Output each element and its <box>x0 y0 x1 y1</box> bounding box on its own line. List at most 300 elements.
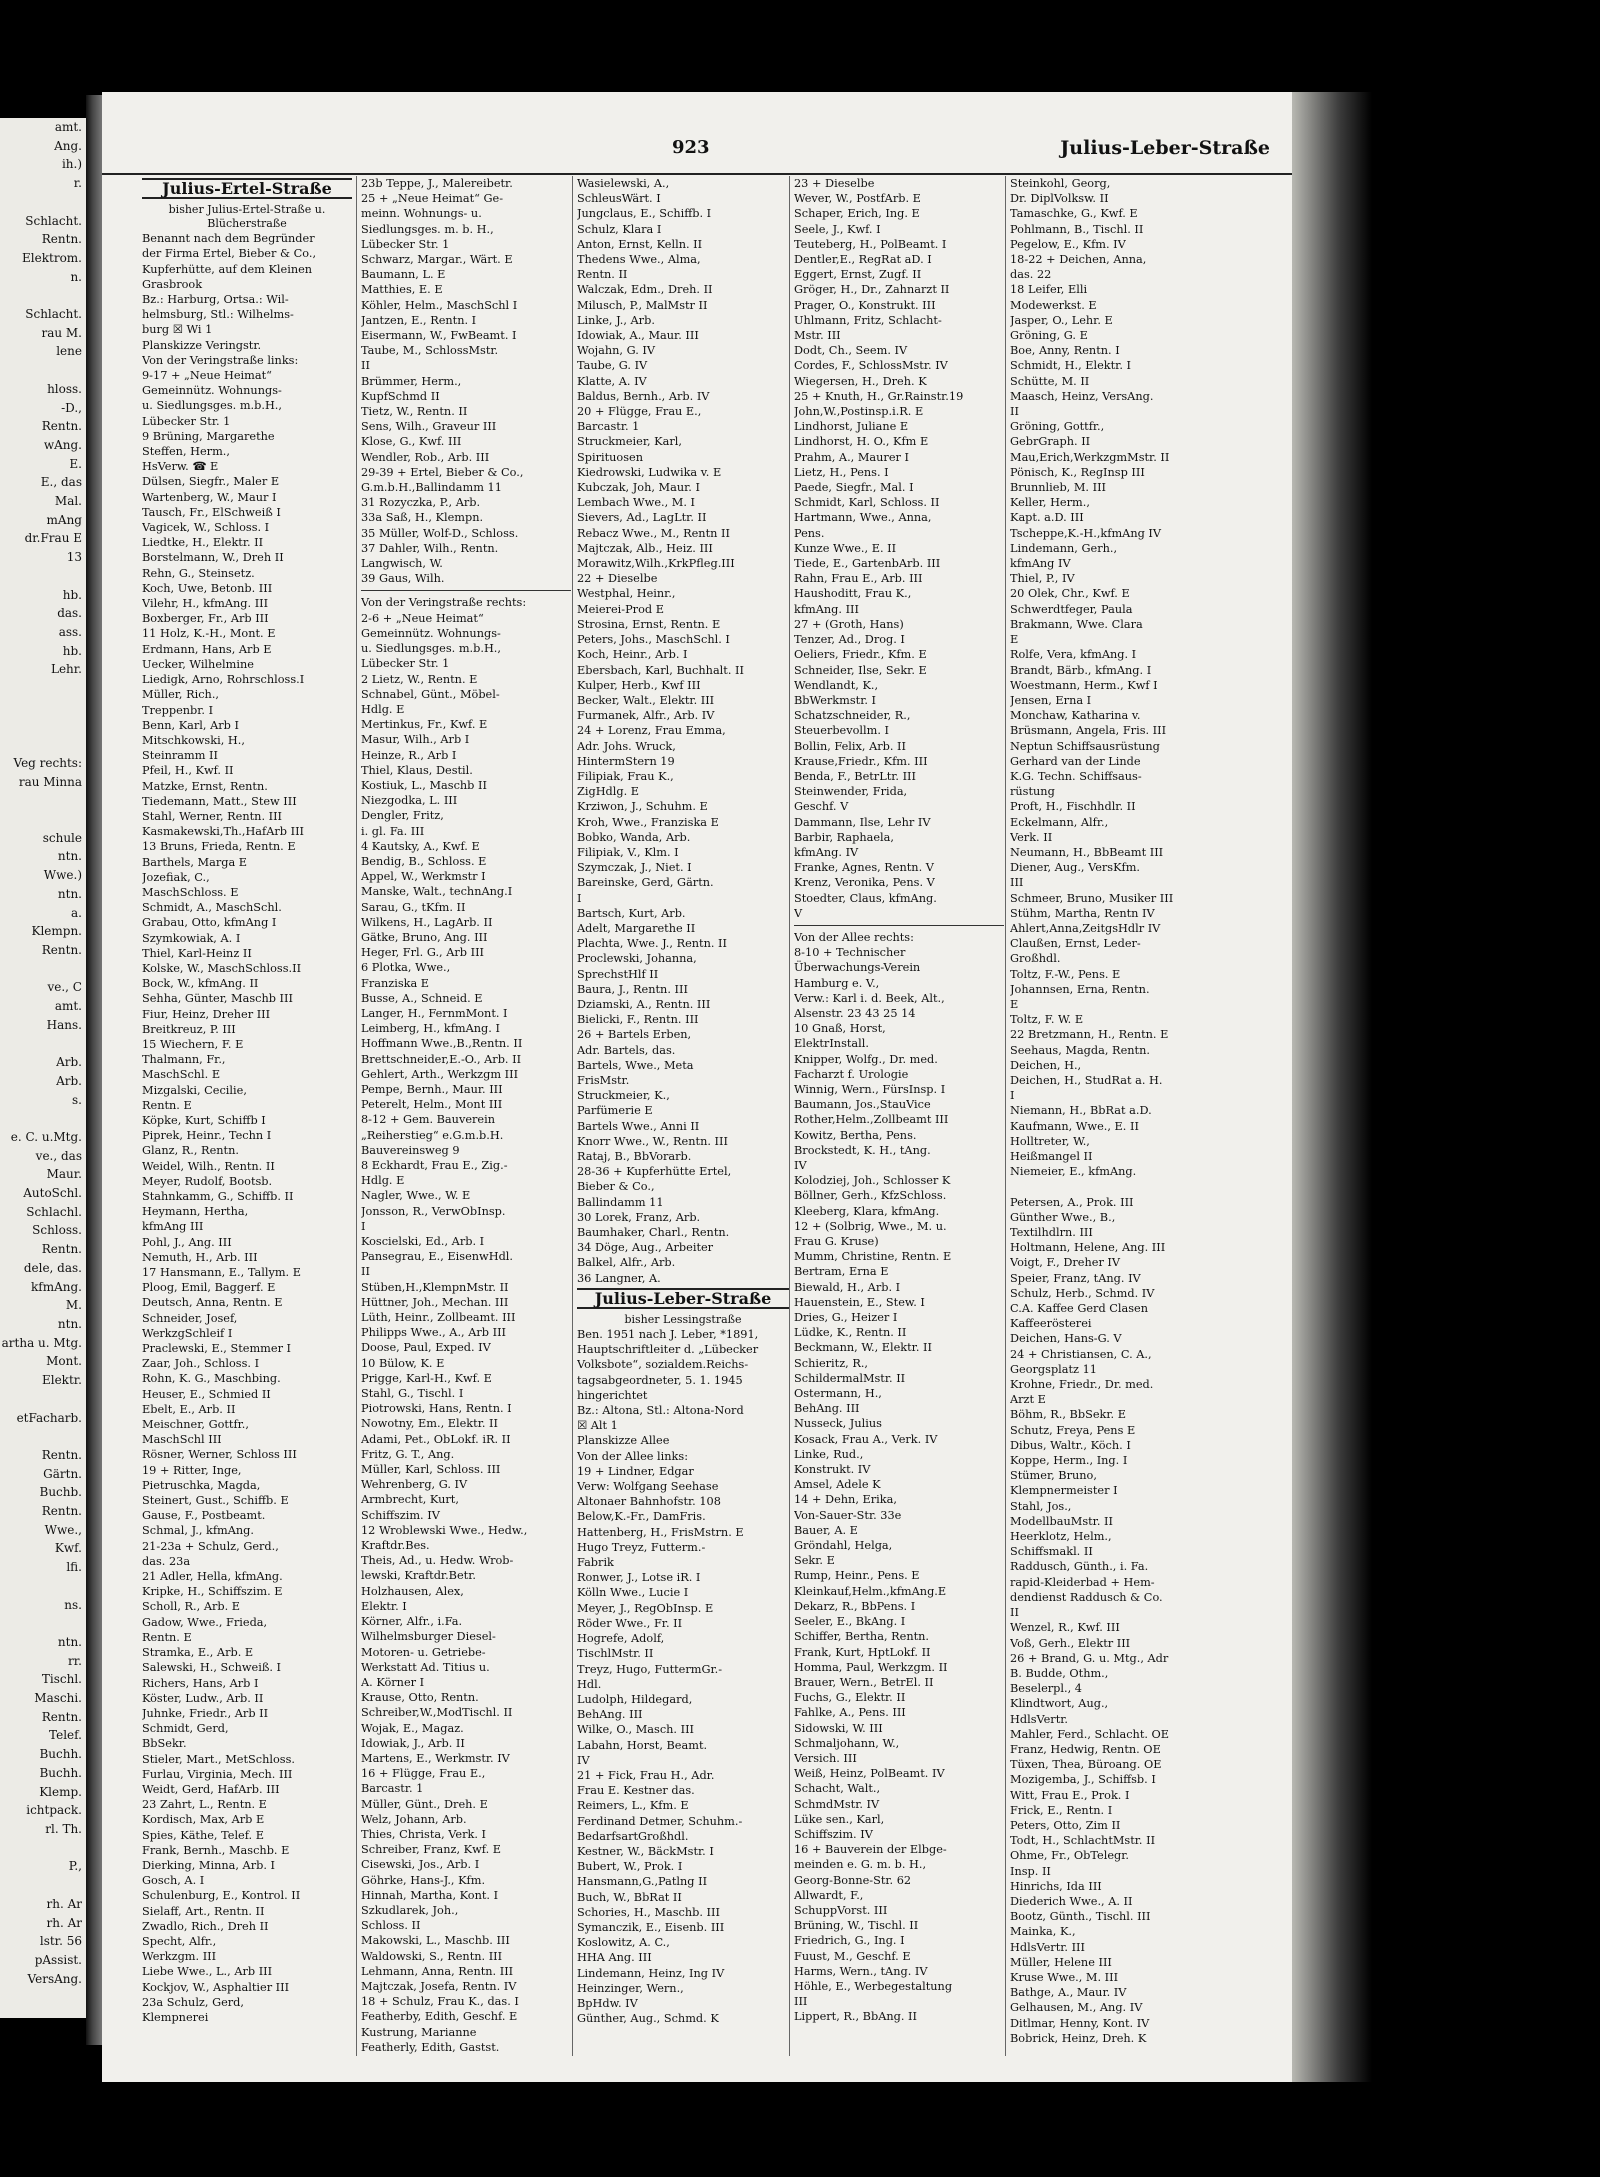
directory-entry: Koslowitz, A. C., <box>577 1936 670 1950</box>
directory-entry: Piotrowski, Hans, Rentn. I <box>361 1402 512 1416</box>
left-page-fragment <box>0 1614 86 1633</box>
directory-entry: Bartels, Wwe., Meta <box>577 1058 694 1072</box>
directory-entry: Nemuth, H., Arb. III <box>142 1250 258 1264</box>
left-page-fragment: amt. <box>54 999 82 1014</box>
directory-entry: K.G. Techn. Schiffsaus- <box>1010 769 1142 783</box>
directory-entry: Hdlg. E <box>361 1174 405 1188</box>
directory-entry: Fuust, M., Geschf. E <box>794 1949 911 1963</box>
directory-entry: Deutsch, Anna, Rentn. E <box>142 1296 283 1310</box>
directory-entry: Fiur, Heinz, Dreher III <box>142 1007 271 1021</box>
left-page-fragment <box>0 193 86 212</box>
directory-entry: Erdmann, Hans, Arb E <box>142 642 272 656</box>
directory-entry: Toltz, F. W. E <box>1010 1013 1084 1027</box>
left-page-fragment: Rentn. <box>41 1504 82 1519</box>
directory-entry: 33a Saß, H., Klempn. <box>361 511 484 525</box>
directory-entry: Konstrukt. IV <box>794 1463 871 1477</box>
directory-entry: Schneider, Ilse, Sekr. E <box>794 663 927 677</box>
directory-entry: 27 + (Groth, Hans) <box>794 617 904 631</box>
running-head: Julius-Leber-Straße <box>1060 137 1270 159</box>
directory-entry: Niemeier, E., kfmAng. <box>1010 1165 1137 1179</box>
directory-entry: Matzke, Ernst, Rentn. <box>142 779 268 793</box>
left-page-fragment: Buchh. <box>39 1747 82 1762</box>
directory-entry: Bootz, Günth., Tischl. III <box>1010 1910 1151 1924</box>
left-page-fragment: s. <box>72 1092 82 1107</box>
directory-entry: HsVerw. ☎ E <box>142 460 219 474</box>
directory-entry: Georg-Bonne-Str. 62 <box>794 1873 912 1887</box>
left-page-fragment: schule <box>42 830 82 845</box>
directory-entry: Bz.: Harburg, Ortsa.: Wil- <box>142 293 289 307</box>
left-page-fragment: M. <box>65 1298 82 1313</box>
directory-entry: Verw.: Karl i. d. Beek, Alt., <box>794 991 945 1005</box>
directory-entry: der Firma Ertel, Bieber & Co., <box>142 247 317 261</box>
directory-entry: Arzt E <box>1010 1393 1046 1407</box>
directory-entry: Rebacz Wwe., M., Rentn II <box>577 526 730 540</box>
directory-entry: Brüning, W., Tischl. II <box>794 1919 919 1933</box>
directory-entry: Stahl, G., Tischl. I <box>361 1387 464 1401</box>
directory-entry: Franz, Hedwig, Rentn. OE <box>1010 1742 1161 1756</box>
directory-entry: 12 Wroblewski Wwe., Hedw., <box>361 1523 528 1537</box>
directory-entry: Brauer, Wern., BetrEl. II <box>794 1675 934 1689</box>
directory-entry: Wilhelmsburger Diesel- <box>361 1630 496 1644</box>
directory-entry: Klose, G., Kwf. III <box>361 435 462 449</box>
directory-entry: Kapt. a.D. III <box>1010 511 1084 525</box>
directory-entry: Scholl, R., Arb. E <box>142 1600 241 1614</box>
directory-entry: Mstr. III <box>794 329 841 343</box>
directory-entry: Stramka, E., Arb. E <box>142 1646 254 1660</box>
directory-entry: Furmanek, Alfr., Arb. IV <box>577 709 715 723</box>
directory-entry: 37 Dahler, Wilh., Rentn. <box>361 541 499 555</box>
directory-entry: Praclewski, E., Stemmer I <box>142 1342 292 1356</box>
directory-entry: Jantzen, E., Rentn. I <box>361 313 477 327</box>
directory-entry: Dengler, Fritz, <box>361 809 444 823</box>
directory-entry: Voigt, F., Dreher IV <box>1010 1256 1121 1270</box>
directory-entry: 22 + Dieselbe <box>577 572 658 586</box>
directory-entry: Tausch, Fr., ElSchweiß I <box>142 505 281 519</box>
directory-entry: Stümer, Bruno, <box>1010 1469 1097 1483</box>
directory-entry: Georgsplatz 11 <box>1010 1362 1097 1376</box>
directory-entry: Allwardt, F., <box>794 1888 864 1902</box>
directory-entry: Schmidt, A., MaschSchl. <box>142 901 282 915</box>
left-page-fragment: ntn. <box>57 849 82 864</box>
directory-entry: Hansmann,G.,Patlng II <box>577 1875 708 1889</box>
directory-entry: 34 Döge, Aug., Arbeiter <box>577 1241 714 1255</box>
directory-entry: Dries, G., Heizer I <box>794 1311 898 1325</box>
left-page-fragment: ass. <box>58 624 82 639</box>
directory-entry: 18 Leifer, Elli <box>1010 283 1088 297</box>
directory-entry: Neptun Schiffsausrüstung <box>1010 739 1160 753</box>
directory-entry: Adami, Pet., ObLokf. iR. II <box>361 1432 511 1446</box>
directory-entry: Lehmann, Anna, Rentn. III <box>361 1964 514 1978</box>
left-page-fragment: lstr. 56 <box>39 1934 82 1949</box>
directory-entry: Köhler, Helm., MaschSchl I <box>361 298 518 312</box>
directory-entry: 18 + Schulz, Frau K., das. I <box>361 1995 519 2009</box>
directory-entry: Ostermann, H., <box>794 1387 882 1401</box>
directory-entry: Witt, Frau E., Prok. I <box>1010 1788 1130 1802</box>
directory-entry: V <box>794 906 803 920</box>
left-page-fragment: kfmAng. <box>31 1279 82 1294</box>
directory-entry: Gerhard van der Linde <box>1010 754 1141 768</box>
directory-entry: Monchaw, Katharina v. <box>1010 709 1141 723</box>
left-page-fragment: Rentn. <box>41 1709 82 1724</box>
directory-entry: Knipper, Wolfg., Dr. med. <box>794 1052 938 1066</box>
directory-entry: Altonaer Bahnhofstr. 108 <box>577 1495 721 1509</box>
directory-entry: Pietruschka, Magda, <box>142 1478 261 1492</box>
directory-entry: Cordes, F., SchlossMstr. IV <box>794 359 948 373</box>
directory-entry: Breitkreuz, P. III <box>142 1022 236 1036</box>
directory-entry: Krziwon, J., Schuhm. E <box>577 800 708 814</box>
directory-entry: Brümmer, Herm., <box>361 374 462 388</box>
directory-entry: Sievers, Ad., LagLtr. II <box>577 511 707 525</box>
directory-entry: Ohme, Fr., ObTelegr. <box>1010 1849 1130 1863</box>
directory-entry: Lindhorst, Juliane E <box>794 420 909 434</box>
directory-entry: Uecker, Wilhelmine <box>142 657 254 671</box>
directory-entry: Krause, Otto, Rentn. <box>361 1691 479 1705</box>
directory-entry: Plachta, Wwe. J., Rentn. II <box>577 937 727 951</box>
directory-entry: Bobko, Wanda, Arb. <box>577 830 691 844</box>
directory-entry: Parfümerie E <box>577 1104 653 1118</box>
left-page-fragment <box>0 1876 86 1895</box>
directory-entry: 26 + Bartels Erben, <box>577 1028 692 1042</box>
directory-entry: Jasper, O., Lehr. E <box>1010 313 1113 327</box>
directory-entry: Haushoditt, Frau K., <box>794 587 912 601</box>
directory-entry: Mozigemba, J., Schiffsb. I <box>1010 1773 1156 1787</box>
column-3 <box>572 176 789 2056</box>
directory-entry: BpHdw. IV <box>577 1996 638 2010</box>
directory-entry: Stahl, Jos., <box>1010 1499 1072 1513</box>
directory-entry: Sekr. E <box>794 1554 835 1568</box>
directory-entry: Buch, W., BbRat II <box>577 1890 682 1904</box>
directory-entry: Weiß, Heinz, PolBeamt. IV <box>794 1767 945 1781</box>
directory-entry: Schreiber,W.,ModTischl. II <box>361 1706 513 1720</box>
directory-entry: Gosch, A. I <box>142 1874 205 1888</box>
directory-entry: Bathge, A., Maur. IV <box>1010 1986 1127 2000</box>
directory-entry: Pens. <box>794 526 825 540</box>
directory-entry: Seele, J., Kwf. I <box>794 222 881 236</box>
directory-entry: Vilehr, H., kfmAng. III <box>142 597 269 611</box>
left-page-fragment: Mont. <box>46 1354 82 1369</box>
directory-entry: Diener, Aug., VersKfm. <box>1010 861 1141 875</box>
directory-entry: Salewski, H., Schweiß. I <box>142 1661 282 1675</box>
directory-entry: Lüth, Heinr., Zollbeamt. III <box>361 1311 516 1325</box>
directory-entry: 2-6 + „Neue Heimat“ <box>361 611 484 625</box>
directory-entry: Kaffeerösterei <box>1010 1317 1092 1331</box>
directory-entry: Klempnermeister I <box>1010 1484 1118 1498</box>
directory-entry: Lippert, R., BbAng. II <box>794 2010 917 2024</box>
directory-entry: Brunnlieb, M. III <box>1010 481 1106 495</box>
directory-entry: Armbrecht, Kurt, <box>361 1493 459 1507</box>
directory-entry: Raddusch, Günth., i. Fa. <box>1010 1560 1149 1574</box>
directory-entry: 23 + Dieselbe <box>794 177 875 190</box>
directory-entry: Kroh, Wwe., Franziska E <box>577 815 719 829</box>
directory-entry: 11 Holz, K.-H., Mont. E <box>142 627 276 641</box>
directory-entry: Heuser, E., Schmied II <box>142 1387 271 1401</box>
directory-entry: Hinnah, Martha, Kont. I <box>361 1888 499 1902</box>
directory-entry: Knorr Wwe., W., Rentn. III <box>577 1134 728 1148</box>
directory-entry: Frau G. Kruse) <box>794 1235 879 1249</box>
directory-entry: Voß, Gerh., Elektr III <box>1010 1636 1131 1650</box>
directory-entry: II <box>1010 1606 1019 1620</box>
directory-entry: 19 + Lindner, Edgar <box>577 1464 694 1478</box>
directory-entry: Günther, Aug., Schmd. K <box>577 2012 719 2026</box>
directory-entry: Verw: Wolfgang Seehase <box>577 1480 719 1494</box>
left-page-fragment: AutoSchl. <box>23 1186 82 1201</box>
left-page-fragment <box>0 1427 86 1446</box>
directory-entry: Heinzinger, Wern., <box>577 1981 684 1995</box>
directory-entry: SchuppVorst. III <box>794 1903 888 1917</box>
directory-entry: SchmdMstr. IV <box>794 1797 880 1811</box>
directory-entry: MaschSchl III <box>142 1433 222 1447</box>
street-subtitle: bisher Lessingstraße <box>624 1313 742 1327</box>
directory-entry: Dziamski, A., Rentn. III <box>577 997 711 1011</box>
left-page-fragment: ntn. <box>57 1317 82 1331</box>
directory-entry: E <box>1010 997 1019 1011</box>
directory-entry: Pfeil, H., Kwf. II <box>142 764 234 778</box>
left-page-fragment: lene <box>56 344 82 359</box>
directory-entry: E <box>1010 633 1019 647</box>
directory-entry: Elektr. I <box>361 1599 407 1613</box>
directory-entry: Thiel, Karl-Heinz II <box>142 946 252 960</box>
directory-entry: 2 Lietz, W., Rentn. E <box>361 672 478 686</box>
left-page-fragment: -D., <box>61 400 82 415</box>
directory-entry: Cisewski, Jos., Arb. I <box>361 1858 480 1872</box>
directory-entry: Bobrick, Heinz, Dreh. K <box>1010 2031 1147 2045</box>
left-page-fragment: Buchb. <box>39 1485 82 1500</box>
directory-entry: Brandt, Bärb., kfmAng. I <box>1010 663 1152 677</box>
left-page-fragment <box>0 1839 86 1858</box>
directory-entry: Kustrung, Marianne <box>361 2025 477 2039</box>
directory-entry: Siedlungsges. m. b. H., <box>361 222 494 236</box>
directory-entry: Ploog, Emil, Baggerf. E <box>142 1281 276 1295</box>
directory-entry: Böhm, R., BbSekr. E <box>1010 1408 1126 1422</box>
directory-entry: helmsburg, Stl.: Wilhelms- <box>142 308 294 322</box>
book-gutter <box>86 95 102 2045</box>
directory-entry: Schnabel, Günt., Möbel- <box>361 687 500 701</box>
directory-entry: Frank, Kurt, HptLokf. II <box>794 1645 931 1659</box>
left-page-fragment: E. <box>69 456 82 471</box>
directory-entry: „Reiherstieg“ e.G.m.b.H. <box>361 1128 504 1142</box>
left-page-fragment: dr.Frau E <box>24 531 82 546</box>
directory-entry: Steffen, Herm., <box>142 445 230 459</box>
directory-entry: 35 Müller, Wolf-D., Schloss. <box>361 526 519 540</box>
directory-entry: Gemeinnütz. Wohnungs- <box>361 626 501 640</box>
directory-entry: meinn. Wohnungs- u. <box>361 207 482 221</box>
directory-entry: ModellbauMstr. II <box>1010 1514 1113 1528</box>
directory-entry: Liedtke, H., Elektr. II <box>142 536 264 550</box>
left-page-fragment: rh. Ar <box>46 1896 82 1911</box>
left-page-fragment: Schlacht. <box>25 213 82 228</box>
directory-entry: Jungclaus, E., Schiffb. I <box>577 207 712 221</box>
directory-entry: MaschSchloss. E <box>142 885 239 899</box>
directory-entry: 29-39 + Ertel, Bieber & Co., <box>361 465 524 479</box>
directory-entry: Wiegersen, H., Dreh. K <box>794 374 927 388</box>
directory-entry: MaschSchl. E <box>142 1068 221 1082</box>
directory-entry: Schütte, M. II <box>1010 374 1090 388</box>
directory-entry: 14 + Dehn, Erika, <box>794 1493 897 1507</box>
directory-entry: Werkstatt Ad. Titius u. <box>361 1660 490 1674</box>
directory-entry: I <box>1010 1089 1015 1103</box>
directory-entry: Filipiak, Frau K., <box>577 769 674 783</box>
directory-entry: Schiffer, Bertha, Rentn. <box>794 1630 929 1644</box>
left-page-fragment: n. <box>70 269 82 284</box>
column-5 <box>1005 176 1215 2056</box>
directory-entry: rapid-Kleiderbad + Hem- <box>1010 1575 1155 1589</box>
directory-entry: das. 23a <box>142 1554 191 1568</box>
directory-entry: Facharzt f. Urologie <box>794 1067 909 1081</box>
directory-entry: 8-10 + Technischer <box>794 946 906 960</box>
directory-entry: Peters, Otto, Zim II <box>1010 1818 1121 1832</box>
directory-entry: Symanczik, E., Eisenb. III <box>577 1920 725 1934</box>
directory-entry: 23 Zahrt, L., Rentn. E <box>142 1798 267 1812</box>
directory-entry: Motoren- u. Getriebe- <box>361 1645 486 1659</box>
directory-entry: Schmidt, H., Elektr. I <box>1010 359 1131 373</box>
directory-entry: Koch, Heinr., Arb. I <box>577 648 688 662</box>
left-page-fragment: Ang. <box>54 138 82 153</box>
directory-entry: tagsabgeordneter, 5. 1. 1945 <box>577 1373 743 1387</box>
left-page-fragment: ve., das <box>35 1148 82 1163</box>
directory-entry: Biewald, H., Arb. I <box>794 1280 901 1294</box>
directory-entry: 17 Hansmann, E., Tallym. E <box>142 1266 301 1280</box>
directory-entry: Jonsson, R., VerwObInsp. <box>361 1204 506 1218</box>
directory-entry: Schulz, Klara I <box>577 222 662 236</box>
directory-entry: Grabau, Otto, kfmAng I <box>142 916 277 930</box>
left-page-fragment: wAng. <box>43 437 82 452</box>
directory-entry: Martens, E., Werkmstr. IV <box>361 1751 510 1765</box>
left-page-fragment <box>0 1390 86 1409</box>
left-page-fragment: Hans. <box>46 1017 82 1032</box>
directory-entry: Alsenstr. 23 43 25 14 <box>794 1006 916 1020</box>
left-page-fragment <box>0 960 86 979</box>
directory-entry: Ahlert,Anna,ZeitgsHdlr IV <box>1010 921 1161 935</box>
left-page-fragment <box>0 717 86 736</box>
directory-entry: Adelt, Margarethe II <box>577 921 696 935</box>
street-subtitle: Blücherstraße <box>207 217 287 231</box>
directory-entry: Kostiuk, L., Maschb II <box>361 778 487 792</box>
directory-entry: 19 + Ritter, Inge, <box>142 1463 242 1477</box>
directory-entry: 21 Adler, Hella, kfmAng. <box>142 1570 283 1584</box>
directory-entry: 8-12 + Gem. Bauverein <box>361 1113 495 1127</box>
directory-entry: Claußen, Ernst, Leder- <box>1010 937 1141 951</box>
directory-entry: Versich. III <box>794 1751 857 1765</box>
directory-entry: Göhrke, Hans-J., Kfm. <box>361 1873 486 1887</box>
directory-entry: Schaper, Erich, Ing. E <box>794 207 920 221</box>
directory-entry: Boe, Anny, Rentn. I <box>1010 344 1120 358</box>
directory-entry: 10 Gnaß, Horst, <box>794 1022 886 1036</box>
directory-entry: Benannt nach dem Begründer <box>142 232 315 246</box>
left-page-fragment: rh. Ar <box>46 1915 82 1930</box>
directory-entry: Steinkohl, Georg, <box>1010 177 1111 190</box>
directory-entry: Körner, Alfr., i.Fa. <box>361 1615 463 1629</box>
left-page-fragment: r. <box>73 176 82 191</box>
directory-entry: Linke, J., Arb. <box>577 313 655 327</box>
directory-entry: Wasielewski, A., <box>577 177 670 190</box>
directory-entry: Frau E. Kestner das. <box>577 1784 695 1798</box>
directory-entry: Balkel, Alfr., Arb. <box>577 1256 676 1270</box>
directory-entry: Hamburg e. V., <box>794 976 880 990</box>
directory-entry: I <box>361 1219 366 1233</box>
directory-entry: KupfSchmd II <box>361 389 440 403</box>
directory-entry: Rolfe, Vera, kfmAng. I <box>1010 648 1137 662</box>
directory-entry: Planskizze Allee <box>577 1434 670 1448</box>
directory-entry: Nusseck, Julius <box>794 1417 882 1431</box>
directory-entry: Idowiak, J., Arb. II <box>361 1736 465 1750</box>
directory-entry: u. Siedlungsges. m.b.H., <box>142 399 282 413</box>
directory-entry: Lübecker Str. 1 <box>361 237 450 251</box>
directory-entry: Barcastr. 1 <box>361 1782 424 1796</box>
directory-entry: Koppe, Herm., Ing. I <box>1010 1454 1128 1468</box>
directory-entry: Busse, A., Schneid. E <box>361 991 483 1005</box>
directory-entry: Taube, M., SchlossMstr. <box>361 344 499 358</box>
directory-entry: Morawitz,Wilh.,KrkPfleg.III <box>577 557 735 571</box>
directory-entry: IV <box>577 1753 590 1767</box>
directory-entry: Heißmangel II <box>1010 1150 1093 1163</box>
directory-entry: Baldus, Bernh., Arb. IV <box>577 389 710 403</box>
directory-entry: 24 + Christiansen, C. A., <box>1010 1347 1152 1361</box>
directory-entry: 16 + Flügge, Frau E., <box>361 1767 486 1781</box>
directory-entry: 9 Brüning, Margarethe <box>142 429 275 443</box>
directory-entry: Bieber & Co., <box>577 1180 655 1194</box>
directory-entry: 23b Teppe, J., Malereibetr. <box>361 177 513 190</box>
directory-entry: Krause,Friedr., Kfm. III <box>794 754 928 768</box>
left-page-fragment: Schloss. <box>32 1223 82 1238</box>
directory-entry: Sens, Wilh., Graveur III <box>361 420 497 434</box>
left-page-fragment: ichtpack. <box>26 1803 82 1818</box>
directory-entry: 31 Rozyczka, P., Arb. <box>361 496 481 510</box>
directory-entry: Volksbote“, sozialdem.Reichs- <box>577 1358 749 1372</box>
directory-entry: Liedigk, Arno, Rohrschloss.I <box>142 673 305 687</box>
directory-entry: Hinrichs, Ida III <box>1010 1879 1102 1893</box>
directory-entry: Bollin, Felix, Arb. II <box>794 739 906 753</box>
directory-entry: Meischner, Gottfr., <box>142 1418 249 1432</box>
directory-entry: Eisermann, W., FwBeamt. I <box>361 329 517 343</box>
left-page-fragment: Veg rechts: <box>13 755 82 770</box>
directory-entry: hingerichtet <box>577 1388 648 1402</box>
directory-entry: Linke, Rud., <box>794 1447 864 1461</box>
left-page-fragment: ve., C <box>47 980 82 995</box>
directory-entry: Wojahn, G. IV <box>577 344 656 358</box>
directory-entry: II <box>1010 405 1019 419</box>
directory-entry: Kolske, W., MaschSchloss.II <box>142 961 302 975</box>
directory-entry: Kripke, H., Schiffszim. E <box>142 1585 283 1599</box>
directory-entry: Hauptschriftleiter d. „Lübecker <box>577 1343 759 1357</box>
directory-entry: Dr. DiplVolksw. II <box>1010 192 1109 206</box>
directory-entry: Meyer, Rudolf, Bootsb. <box>142 1174 273 1188</box>
directory-entry: Gemeinnütz. Wohnungs- <box>142 384 282 398</box>
directory-entry: Strosina, Ernst, Rentn. E <box>577 617 721 631</box>
directory-entry: Tenzer, Ad., Drog. I <box>794 633 905 647</box>
directory-entry: Richers, Hans, Arb I <box>142 1676 259 1690</box>
directory-entry: Friedrich, G., Ing. I <box>794 1934 905 1948</box>
directory-entry: Dammann, Ilse, Lehr IV <box>794 815 931 829</box>
left-page-fragment: rau M. <box>41 325 82 340</box>
directory-entry: Gätke, Bruno, Ang. III <box>361 930 488 944</box>
directory-entry: Kraftdr.Bes. <box>361 1539 430 1553</box>
directory-entry: Thedens Wwe., Alma, <box>577 253 701 267</box>
left-page-fragment: etFacharb. <box>16 1410 82 1425</box>
directory-entry: Lindhorst, H. O., Kfm E <box>794 435 929 449</box>
directory-entry: BehAng. III <box>794 1402 860 1416</box>
directory-entry: Bareinske, Gerd, Gärtn. <box>577 876 714 890</box>
directory-entry: Prager, O., Konstrukt. III <box>794 298 936 312</box>
directory-entry: Beselerpl., 4 <box>1010 1682 1082 1696</box>
directory-entry: Steinramm II <box>142 749 218 763</box>
directory-entry: Struckmeier, Karl, <box>577 435 682 449</box>
directory-entry: Szymczak, J., Niet. I <box>577 861 692 875</box>
directory-entry: Schreiber, Franz, Kwf. E <box>361 1843 501 1857</box>
directory-entry: 21 + Fick, Frau H., Adr. <box>577 1768 715 1782</box>
directory-entry: Müller, Karl, Schloss. III <box>361 1463 501 1477</box>
directory-entry: Gröger, H., Dr., Zahnarzt II <box>794 283 950 297</box>
directory-entry: Barbir, Raphaela, <box>794 830 894 844</box>
